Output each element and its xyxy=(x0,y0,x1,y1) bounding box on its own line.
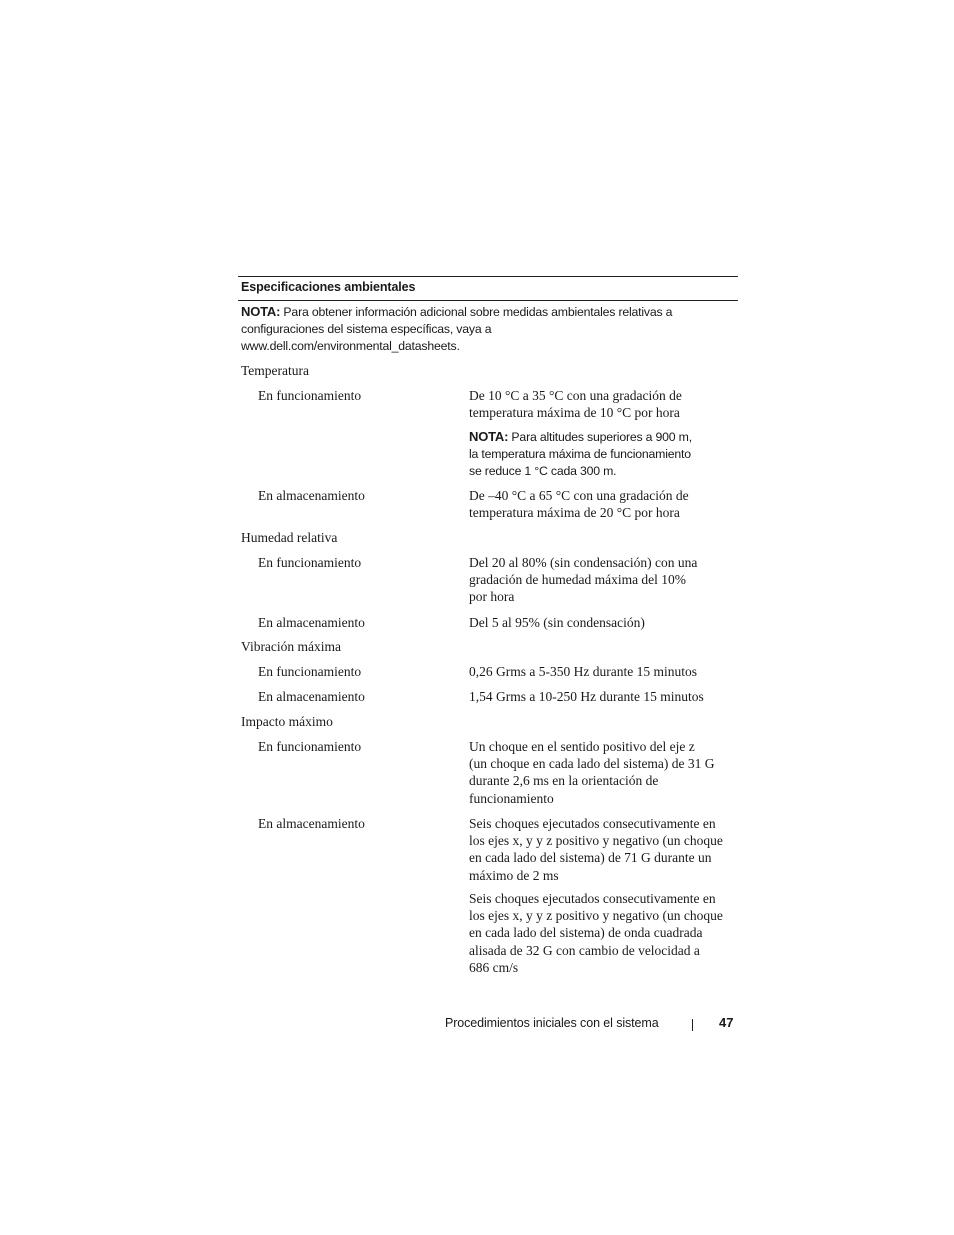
note-line: la temperatura máxima de funcionamiento xyxy=(469,447,691,461)
value-line: los ejes x, y y z positivo y negativo (un choque xyxy=(469,908,723,924)
note-line: Para altitudes superiores a 900 m, xyxy=(511,430,692,444)
note-line: configuraciones del sistema específicas, vaya a xyxy=(241,322,492,336)
note-line-suffix: . xyxy=(456,339,460,353)
value-line: Del 20 al 80% (sin condensación) con una xyxy=(469,555,698,570)
value-line: 1,54 Grms a 10-250 Hz durante 15 minutos xyxy=(469,689,704,704)
row-label: En funcionamiento xyxy=(258,555,362,570)
note-line: se reduce 1 °C cada 300 m. xyxy=(469,464,617,478)
value-line: Seis choques ejecutados consecutivamente en xyxy=(469,816,716,831)
row-value xyxy=(469,387,737,421)
note-temperature xyxy=(469,428,692,480)
value-line: De 10 °C a 35 °C con una gradación de xyxy=(469,388,682,403)
row-label: En funcionamiento xyxy=(258,664,362,679)
row-label: En almacenamiento xyxy=(258,689,365,704)
value-line: alisada de 32 G con cambio de velocidad a xyxy=(469,942,700,958)
row-label: En almacenamiento xyxy=(258,816,365,831)
row-label: En almacenamiento xyxy=(258,615,365,630)
row-value xyxy=(469,487,737,521)
value-line: 0,26 Grms a 5-350 Hz durante 15 minutos xyxy=(469,664,697,679)
note-label: NOTA: xyxy=(469,429,509,444)
table-title: Especificaciones ambientales xyxy=(241,280,416,294)
row-label: En funcionamiento xyxy=(258,739,362,754)
row-value xyxy=(469,614,737,631)
note-main xyxy=(241,303,672,355)
value-line: Del 5 al 95% (sin condensación) xyxy=(469,615,645,630)
footer-divider xyxy=(692,1019,693,1031)
value-line: 686 cm/s xyxy=(469,959,519,975)
page-number: 47 xyxy=(719,1015,734,1030)
row-label: En funcionamiento xyxy=(258,388,362,403)
section-heading-humidity: Humedad relativa xyxy=(241,530,338,545)
value-line: los ejes x, y y z positivo y negativo (un choque xyxy=(469,833,723,849)
note-link[interactable]: www.dell.com/environmental_datasheets xyxy=(241,339,457,353)
value-line: durante 2,6 ms en la orientación de xyxy=(469,773,659,789)
value-line: en cada lado del sistema) de 71 G durante un xyxy=(469,850,712,866)
value-line: gradación de humedad máxima del 10% xyxy=(469,572,687,588)
value-line: Un choque en el sentido positivo del eje z xyxy=(469,739,695,754)
value-line: en cada lado del sistema) de onda cuadrada xyxy=(469,925,703,941)
value-line: De –40 °C a 65 °C con una gradación de xyxy=(469,488,689,503)
note-label: NOTA: xyxy=(241,304,281,319)
row-value xyxy=(469,554,737,606)
value-line: Seis choques ejecutados consecutivamente en xyxy=(469,891,716,906)
value-line: por hora xyxy=(469,589,515,605)
footer-title: Procedimientos iniciales con el sistema xyxy=(445,1016,659,1030)
row-value xyxy=(469,688,737,705)
row-value xyxy=(469,815,737,884)
section-heading-vibration: Vibración máxima xyxy=(241,639,342,654)
row-value xyxy=(469,663,737,680)
section-heading-temperature: Temperatura xyxy=(241,363,310,378)
row-value xyxy=(469,890,737,976)
value-line: (un choque en cada lado del sistema) de 31 G xyxy=(469,756,715,772)
value-line: temperatura máxima de 20 °C por hora xyxy=(469,505,680,521)
row-label: En almacenamiento xyxy=(258,488,365,503)
note-line: Para obtener información adicional sobre medidas ambientales relativas a xyxy=(283,305,673,319)
value-line: máximo de 2 ms xyxy=(469,867,559,883)
value-line: funcionamiento xyxy=(469,790,554,806)
value-line: temperatura máxima de 10 °C por hora xyxy=(469,405,680,421)
table-title-bar xyxy=(238,276,738,301)
row-value xyxy=(469,738,737,807)
section-heading-shock: Impacto máximo xyxy=(241,714,333,729)
